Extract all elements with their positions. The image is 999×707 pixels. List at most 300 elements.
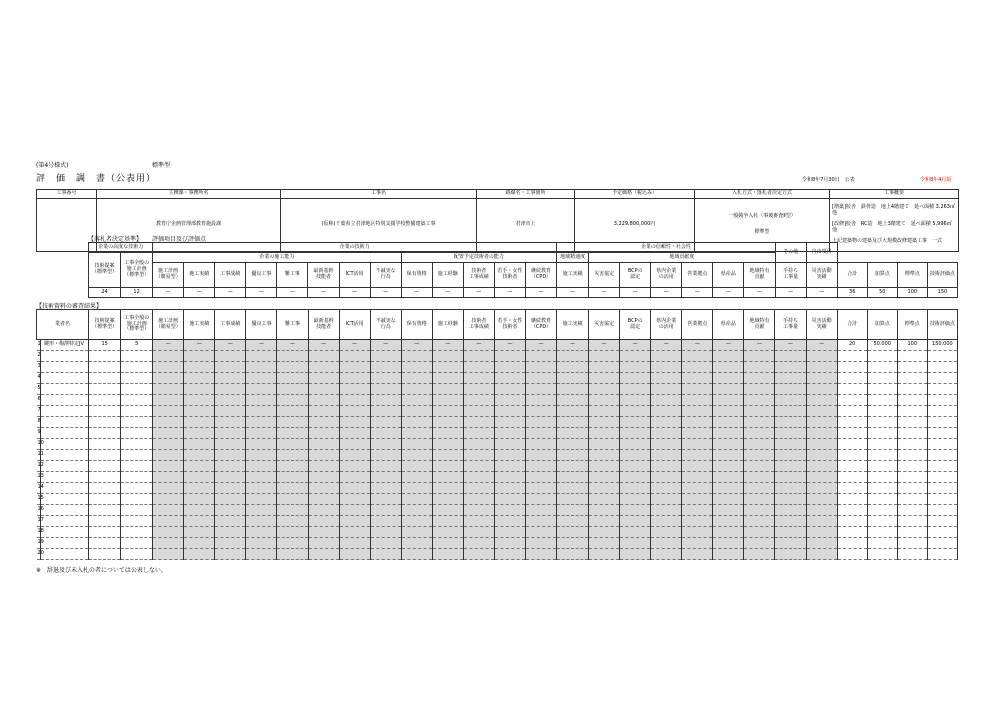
criteria-col-header: 若手・女性 技術者 [494,263,525,288]
result-cell [89,395,121,406]
result-cell: 20 [837,340,867,351]
result-cell [153,494,184,505]
result-cell [927,417,957,428]
result-cell [246,384,277,395]
result-cell [401,417,432,428]
result-cell [121,351,153,362]
bid-method-line2: 標準型 [754,228,770,235]
result-cell [463,494,494,505]
result-cell [215,417,246,428]
bidder-name [41,406,89,417]
result-cell [401,395,432,406]
result-cell [308,439,339,450]
result-cell: — [620,340,651,351]
result-cell [121,384,153,395]
result-cell: — [744,340,775,351]
criteria-col-header: 施工実績 [557,263,589,288]
result-cell [682,417,713,428]
result-cell [215,428,246,439]
criteria-col-header: ICT活用 [339,263,370,288]
result-cell [897,406,927,417]
criteria-col-header: 施工経験 [432,263,463,288]
result-cell [589,417,620,428]
result-cell [153,373,184,384]
result-col-header: 合計 [837,310,867,340]
result-cell [897,538,927,549]
result-cell [153,351,184,362]
result-cell [867,428,897,439]
result-cell [806,527,837,538]
row-number: 11 [37,450,41,461]
results-table [36,309,958,560]
result-cell [651,505,682,516]
result-cell [121,483,153,494]
result-cell [897,483,927,494]
result-cell [682,472,713,483]
result-cell [557,549,589,560]
result-cell [89,417,121,428]
criteria-value: 50 [867,288,897,298]
table-row [37,461,958,472]
result-cell [620,417,651,428]
result-cell [557,351,589,362]
result-cell: — [651,340,682,351]
result-cell: — [215,340,246,351]
result-cell: — [494,340,525,351]
result-cell [246,472,277,483]
result-cell [589,428,620,439]
result-cell [401,516,432,527]
result-cell [557,417,589,428]
criteria-value: 36 [837,288,867,298]
result-cell [339,362,370,373]
group-company-tech: 企業の技術力 [153,243,557,253]
result-cell [89,373,121,384]
result-cell [277,538,308,549]
result-cell [775,439,806,450]
row-number: 1 [37,340,41,351]
result-cell [184,549,215,560]
result-cell [713,373,744,384]
result-cell [927,351,957,362]
result-cell [432,373,463,384]
result-cell [713,428,744,439]
result-cell [744,538,775,549]
bidder-name [41,384,89,395]
result-cell [837,406,867,417]
result-cell [682,362,713,373]
result-cell [246,549,277,560]
result-cell [277,549,308,560]
result-cell [557,483,589,494]
bidder-name [41,549,89,560]
group-reliability: 企業の信頼性・社会性 [557,243,775,253]
result-cell [897,395,927,406]
result-cell [837,516,867,527]
result-cell [153,417,184,428]
result-cell [153,439,184,450]
criteria-col-header: BCPの 認定 [620,263,651,288]
result-cell [589,439,620,450]
result-cell [308,384,339,395]
result-cell [339,450,370,461]
col-overall-plan: 工事全般の 施工計画 （標準型） [121,253,153,288]
result-cell [153,461,184,472]
result-cell [401,549,432,560]
result-cell [837,472,867,483]
bidder-name [41,450,89,461]
table-row [37,428,958,439]
result-cell [713,472,744,483]
result-cell [713,351,744,362]
result-col-header: 難工事 [277,310,308,340]
table-row [37,406,958,417]
result-cell [277,362,308,373]
result-cell [927,483,957,494]
criteria-table [88,242,958,298]
result-cell [401,505,432,516]
result-cell [339,483,370,494]
estimated-price: 3,229,800,000円 [575,199,695,252]
result-cell: — [370,340,401,351]
result-cell [557,439,589,450]
result-cell [744,428,775,439]
result-cell [401,362,432,373]
result-cell [897,450,927,461]
result-cell [401,439,432,450]
row-number: 9 [37,428,41,439]
result-cell [153,450,184,461]
result-cell [153,395,184,406]
result-cell [494,373,525,384]
result-cell [494,384,525,395]
result-cell [494,472,525,483]
result-cell [432,406,463,417]
result-cell: 5 [121,340,153,351]
result-cell [525,549,556,560]
result-cell [927,472,957,483]
group-regional-contribution: 地域貢献度 [589,253,775,263]
result-cell [927,549,957,560]
form-number: (第4号様式) [36,162,69,169]
result-cell [620,373,651,384]
table-row [37,538,958,549]
result-cell [308,538,339,549]
result-cell [589,461,620,472]
result-cell [589,505,620,516]
result-cell [744,549,775,560]
result-cell [432,494,463,505]
result-cell [153,406,184,417]
result-cell [246,362,277,373]
row-number: 7 [37,406,41,417]
result-cell [837,461,867,472]
result-cell [867,450,897,461]
result-cell [215,461,246,472]
result-cell [867,516,897,527]
bidder-name [41,351,89,362]
result-cell [744,472,775,483]
result-cell [589,549,620,560]
result-cell [867,472,897,483]
result-cell [775,450,806,461]
result-cell [277,351,308,362]
row-number: 17 [37,516,41,527]
table-row [37,505,958,516]
result-cell [121,373,153,384]
result-cell [246,516,277,527]
criteria-col-header: 地域特有 貢献 [744,263,775,288]
result-cell [589,395,620,406]
result-cell [277,483,308,494]
result-cell: — [339,340,370,351]
result-cell [184,494,215,505]
result-cell [867,483,897,494]
result-cell [339,516,370,527]
result-cell [215,395,246,406]
result-cell [463,428,494,439]
row-number: 15 [37,494,41,505]
bidder-name [41,373,89,384]
result-cell [370,395,401,406]
result-cell [463,516,494,527]
result-cell [557,384,589,395]
result-cell [153,483,184,494]
result-cell [215,494,246,505]
result-cell [867,494,897,505]
result-cell [651,384,682,395]
result-cell [463,483,494,494]
result-cell [806,384,837,395]
result-cell [184,527,215,538]
result-cell [837,450,867,461]
result-cell [682,351,713,362]
result-cell [775,417,806,428]
bidder-name [41,505,89,516]
result-cell [682,538,713,549]
criteria-value: 100 [897,288,927,298]
result-cell [246,527,277,538]
col-tech-proposal: 技術提案 （標準型） [89,253,121,288]
result-cell [153,472,184,483]
result-cell [620,384,651,395]
result-cell [620,538,651,549]
table-row [37,439,958,450]
result-cell [215,362,246,373]
group-advanced-tech: 企業の高度な技術力 [89,243,153,253]
result-cell [525,516,556,527]
result-cell [806,494,837,505]
result-cell [184,373,215,384]
result-cell [589,472,620,483]
row-number: 8 [37,417,41,428]
result-col-header: 営業拠点 [682,310,713,340]
standard-type-label: 標準型 [152,162,171,169]
table-row [37,450,958,461]
result-cell [339,373,370,384]
result-cell [184,395,215,406]
result-cell [215,406,246,417]
result-cell [494,461,525,472]
row-number: 13 [37,472,41,483]
result-cell [215,439,246,450]
result-cell [897,516,927,527]
result-cell [432,450,463,461]
criteria-value: — [246,288,277,298]
result-cell [897,472,927,483]
result-cell [277,527,308,538]
results-section-tag: 【技術資料の審査結果】 [36,303,103,310]
result-cell [184,384,215,395]
result-cell [744,516,775,527]
criteria-col-header: 営業拠点 [682,263,713,288]
result-cell [682,439,713,450]
criteria-col-header: 難工事 [277,263,308,288]
result-cell [494,494,525,505]
result-cell [557,362,589,373]
result-cell [744,351,775,362]
result-cell [682,428,713,439]
result-cell: — [682,340,713,351]
criteria-col-header: 施工実績 [184,263,215,288]
criteria-col-header: 県内企業 の活用 [651,263,682,288]
result-cell [308,395,339,406]
criteria-col-header: 保有資格 [401,263,432,288]
result-cell [215,505,246,516]
result-cell [432,516,463,527]
result-cell [867,527,897,538]
result-cell [651,538,682,549]
result-col-header: 技術者 工事成績 [463,310,494,340]
result-cell [215,472,246,483]
result-cell [308,450,339,461]
result-cell [432,472,463,483]
result-cell [277,461,308,472]
result-col-header: 加算点 [867,310,897,340]
result-cell [339,395,370,406]
result-cell [401,450,432,461]
version-label: 令和8年4月版 [920,177,952,183]
result-cell [432,395,463,406]
result-cell [651,362,682,373]
result-cell [775,461,806,472]
result-cell [308,428,339,439]
result-cell [494,549,525,560]
result-cell [744,362,775,373]
result-cell [713,450,744,461]
result-cell [370,417,401,428]
result-cell [432,384,463,395]
result-cell [277,439,308,450]
result-cell [713,406,744,417]
criteria-value: — [401,288,432,298]
result-cell [682,505,713,516]
result-cell [651,439,682,450]
result-cell [121,439,153,450]
result-cell [744,439,775,450]
result-cell [557,516,589,527]
result-cell [525,472,556,483]
group-engineer-ability: 配置予定技術者の能力 [401,253,556,263]
result-col-header: 優良工事 [246,310,277,340]
result-cell [89,549,121,560]
result-cell [867,406,897,417]
criteria-col-header: 技術者 工事成績 [463,263,494,288]
result-cell [339,538,370,549]
table-row [37,516,958,527]
result-cell [897,428,927,439]
result-cell [463,527,494,538]
result-cell [308,373,339,384]
result-cell [494,406,525,417]
result-cell [651,395,682,406]
result-cell [867,362,897,373]
result-cell [370,483,401,494]
criteria-value: — [370,288,401,298]
result-col-header: BCPの 認定 [620,310,651,340]
result-col-header: 施工実績 [184,310,215,340]
result-cell [620,406,651,417]
result-cell [153,516,184,527]
result-cell [463,351,494,362]
result-cell [806,505,837,516]
result-cell [620,549,651,560]
result-cell [121,494,153,505]
result-cell [897,384,927,395]
result-cell [557,461,589,472]
result-cell [432,549,463,560]
result-cell [744,494,775,505]
result-cell [401,428,432,439]
result-cell [339,461,370,472]
result-cell [184,439,215,450]
table-row [37,472,958,483]
result-col-header: 施工計画 （簡易型） [153,310,184,340]
result-cell [494,439,525,450]
result-cell [494,483,525,494]
result-cell [401,494,432,505]
result-cell [867,417,897,428]
result-cell [463,472,494,483]
result-cell [620,428,651,439]
group-region-familiarity: 地域精通度 [557,253,589,263]
result-cell [401,538,432,549]
criteria-value: — [589,288,620,298]
result-cell [713,538,744,549]
result-cell [184,461,215,472]
result-cell [589,516,620,527]
result-cell [153,527,184,538]
result-cell [339,351,370,362]
criteria-value: — [277,288,308,298]
result-cell [713,417,744,428]
result-cell [246,428,277,439]
result-cell [246,538,277,549]
result-cell [557,538,589,549]
result-cell [651,428,682,439]
result-cell: — [806,340,837,351]
result-cell [153,384,184,395]
result-cell [806,439,837,450]
result-cell [184,538,215,549]
result-col-header: 手持ち 工事量 [775,310,806,340]
result-cell [927,461,957,472]
result-cell [744,461,775,472]
result-cell [867,538,897,549]
result-cell [308,494,339,505]
result-cell [432,439,463,450]
result-cell [806,395,837,406]
